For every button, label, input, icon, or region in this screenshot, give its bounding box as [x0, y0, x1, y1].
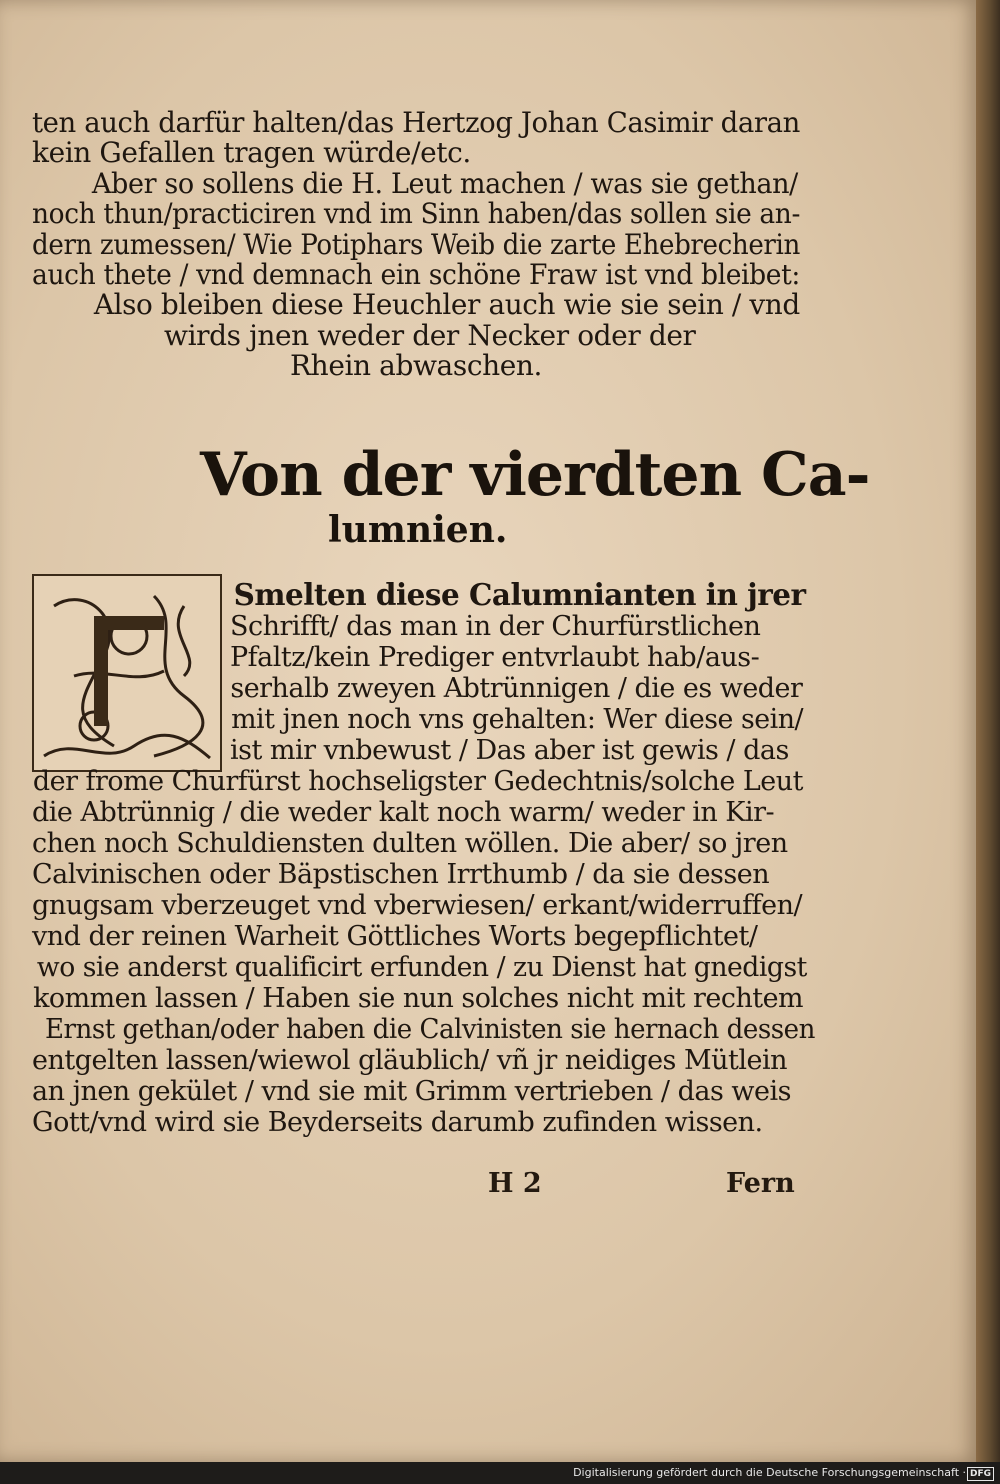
footer-bar	[0, 1462, 1000, 1484]
text-line: Rhein abwaschen.	[290, 349, 543, 383]
text-line: auch thete / vnd demnach ein schöne Fraw ist vnd bleibet:	[32, 258, 800, 292]
text-line: der frome Churfürst hochseligster Gedechtnis/solche Leut	[32, 766, 803, 797]
text-line: entgelten lassen/wiewol gläublich/ vñ jr neidiges Mütlein	[32, 1045, 788, 1076]
text-line: kommen lassen / Haben sie nun solches nicht mit rechtem	[33, 983, 804, 1014]
text-line: die Abtrünnig / die weder kalt noch warm/ weder in Kir-	[32, 797, 775, 828]
heading-line-1: Von der vierdten Ca-	[200, 440, 870, 510]
text-line: dern zumessen/ Wie Potiphars Weib die zarte Ehebrecherin	[32, 227, 800, 261]
signature-mark: H 2	[488, 1168, 542, 1199]
body-paragraph	[32, 578, 815, 1138]
text-line: Smelten diese Calumnianten in jrer	[233, 578, 806, 613]
text-line: ten auch darfür halten/das Hertzog Johan Casimir daran	[32, 106, 800, 139]
text-line: Ernst gethan/oder haben die Calvinisten sie hernach dessen	[44, 1014, 815, 1045]
text-line: serhalb zweyen Abtrünnigen / die es weder	[230, 673, 803, 704]
text-line: Aber so sollens die H. Leut machen / was sie gethan/	[91, 166, 798, 200]
text-line: an jnen gekület / vnd sie mit Grimm vertrieben / das weis	[32, 1076, 791, 1107]
text-line: Pfaltz/kein Prediger entvrlaubt hab/aus-	[230, 642, 760, 673]
chapter-heading	[200, 440, 870, 552]
text-line: Also bleiben diese Heuchler auch wie sie sein / vnd	[93, 288, 800, 322]
text-line: noch thun/practiciren vnd im Sinn haben/das sollen sie an-	[32, 197, 800, 231]
text-line: kein Gefallen tragen würde/etc.	[32, 136, 471, 170]
text-line: vnd der reinen Warheit Göttliches Worts begepflichtet/	[32, 921, 758, 952]
page-edge	[976, 0, 1000, 1462]
text-line: wirds jnen weder der Necker oder der	[164, 318, 696, 352]
catchword: Fern	[726, 1168, 795, 1199]
heading-line-2: lumnien.	[328, 509, 508, 551]
text-line: Gott/vnd wird sie Beyderseits darumb zufinden wissen.	[32, 1107, 763, 1138]
text-line: gnugsam vberzeuget vnd vberwiesen/ erkant/widerruffen/	[32, 890, 803, 921]
top-paragraph	[32, 108, 800, 382]
text-line: mit jnen noch vns gehalten: Wer diese sein/	[231, 704, 804, 735]
funding-credit: Digitalisierung gefördert durch die Deutsche Forschungsgemeinschaft ·	[573, 1466, 966, 1479]
text-line: ist mir vnbewust / Das aber ist gewis / das	[230, 735, 789, 766]
text-line: Schrifft/ das man in der Churfürstlichen	[230, 611, 761, 642]
text-line: chen noch Schuldiensten dulten wöllen. Die aber/ so jren	[32, 828, 788, 859]
dfg-logo-icon: DFG	[967, 1467, 994, 1481]
text-line: wo sie anderst qualificirt erfunden / zu Dienst hat gnedigst	[36, 952, 807, 983]
text-line: Calvinischen oder Bäpstischen Irrthumb / da sie dessen	[32, 859, 770, 890]
